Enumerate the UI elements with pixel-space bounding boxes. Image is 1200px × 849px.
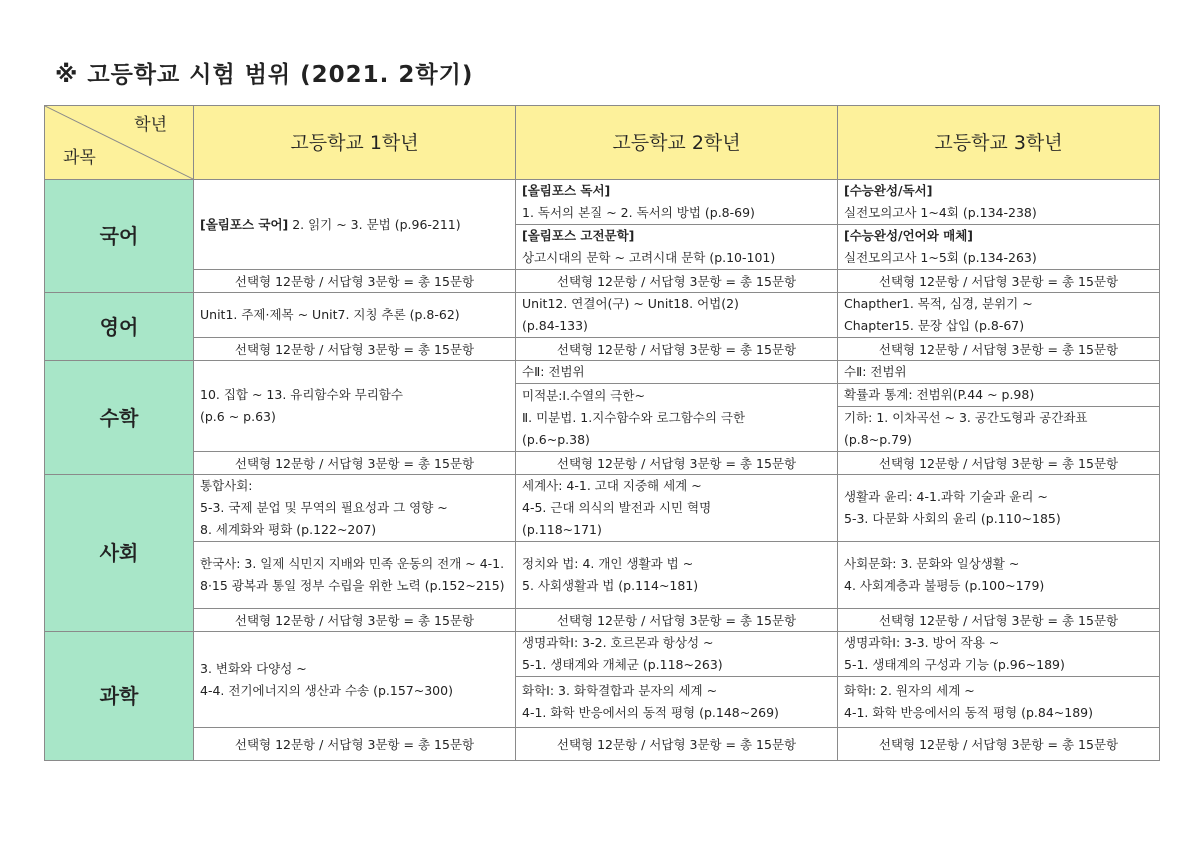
math-g3c-cell bbox=[838, 407, 1160, 452]
exam-range-table bbox=[44, 105, 1160, 761]
science-g2a-line1: 생명과학Ⅰ: 3-2. 호르몬과 항상성 ~ bbox=[522, 635, 714, 650]
corner-header-cell bbox=[45, 106, 194, 180]
english-g3-summary: 선택형 12문항 / 서답형 3문항 = 총 15문항 bbox=[838, 338, 1160, 361]
korean-summary-row bbox=[45, 270, 1160, 293]
korean-g2b-cell bbox=[516, 225, 838, 270]
social-row-1 bbox=[45, 475, 1160, 542]
social-g1a-cell bbox=[194, 475, 516, 542]
korean-row-1 bbox=[45, 180, 1160, 225]
math-g1-line2: (p.6 ~ p.63) bbox=[200, 409, 276, 424]
english-g1-summary: 선택형 12문항 / 서답형 3문항 = 총 15문항 bbox=[194, 338, 516, 361]
english-g2-line1: Unit12. 연결어(구) ~ Unit18. 어법(2) bbox=[522, 296, 739, 311]
subject-math: 수학 bbox=[45, 361, 194, 475]
math-g1-line1: 10. 집합 ~ 13. 유리함수와 무리함수 bbox=[200, 387, 403, 402]
math-g3-summary: 선택형 12문항 / 서답형 3문항 = 총 15문항 bbox=[838, 452, 1160, 475]
science-g3-summary: 선택형 12문항 / 서답형 3문항 = 총 15문항 bbox=[838, 728, 1160, 761]
science-g2a-cell bbox=[516, 632, 838, 677]
english-g3-line2: Chapter15. 문장 삽입 (p.8-67) bbox=[844, 318, 1025, 333]
korean-g3b-book: [수능완성/언어와 매체] bbox=[844, 228, 974, 243]
math-g2b-line1: 미적분:Ⅰ.수열의 극한~ bbox=[522, 387, 645, 403]
english-g1-cell: Unit1. 주제·제목 ~ Unit7. 지칭 추론 (p.8-62) bbox=[194, 293, 516, 338]
math-row-1 bbox=[45, 361, 1160, 384]
math-g3c-line2: (p.8~p.79) bbox=[844, 432, 912, 447]
math-g2b-line3: (p.6~p.38) bbox=[522, 431, 590, 447]
science-row-1 bbox=[45, 632, 1160, 677]
korean-g1-cell bbox=[194, 180, 516, 270]
social-g3a-line2: 5-3. 다문화 사회의 윤리 (p.110~185) bbox=[844, 511, 1061, 526]
science-g1-line1: 3. 변화와 다양성 ~ bbox=[200, 660, 307, 676]
math-g3b-cell: 확률과 통계: 전범위(P.44 ~ p.98) bbox=[838, 384, 1160, 407]
math-g3c-line1: 기하: 1. 이차곡선 ~ 3. 공간도형과 공간좌표 bbox=[844, 410, 1088, 425]
science-g2-summary: 선택형 12문항 / 서답형 3문항 = 총 15문항 bbox=[516, 728, 838, 761]
social-g2a-cell bbox=[516, 475, 838, 542]
social-g2-summary: 선택형 12문항 / 서답형 3문항 = 총 15문항 bbox=[516, 609, 838, 632]
social-g2b-line1: 정치와 법: 4. 개인 생활과 법 ~ bbox=[522, 556, 694, 571]
science-g3a-line2: 5-1. 생태계의 구성과 기능 (p.96~189) bbox=[844, 657, 1065, 672]
science-g2a-line2: 5-1. 생태계와 개체군 (p.118~263) bbox=[522, 657, 723, 672]
korean-g3a-range: 실전모의고사 1~4회 (p.134-238) bbox=[844, 205, 1037, 220]
english-summary-row bbox=[45, 338, 1160, 361]
social-g3b-line2: 4. 사회계층과 불평등 (p.100~179) bbox=[844, 578, 1045, 593]
korean-g3a-book: [수능완성/독서] bbox=[844, 183, 933, 198]
page-title: ※ 고등학교 시험 범위 (2021. 2학기) bbox=[55, 62, 474, 88]
social-g1a-line3: 8. 세계화와 평화 (p.122~207) bbox=[200, 522, 377, 537]
science-g2b-line1: 화학Ⅰ: 3. 화학결합과 분자의 세계 ~ bbox=[522, 683, 718, 698]
subject-english: 영어 bbox=[45, 293, 194, 361]
social-g2b-cell bbox=[516, 542, 838, 609]
korean-g3-summary: 선택형 12문항 / 서답형 3문항 = 총 15문항 bbox=[838, 270, 1160, 293]
social-g2a-line3: (p.118~171) bbox=[522, 522, 602, 537]
subject-korean: 국어 bbox=[45, 180, 194, 293]
korean-g2a-range: 1. 독서의 본질 ~ 2. 독서의 방법 (p.8-69) bbox=[522, 205, 755, 220]
science-g3b-line1: 화학Ⅰ: 2. 원자의 세계 ~ bbox=[844, 683, 975, 698]
social-g3b-line1: 사회문화: 3. 문화와 일상생활 ~ bbox=[844, 556, 1020, 571]
math-g1-cell bbox=[194, 361, 516, 452]
social-g2b-line2: 5. 사회생활과 법 (p.114~181) bbox=[522, 578, 699, 593]
math-g3a-cell: 수Ⅱ: 전범위 bbox=[838, 361, 1160, 384]
korean-g2b-range: 상고시대의 문학 ~ 고려시대 문학 (p.10-101) bbox=[522, 250, 776, 265]
social-g3b-cell bbox=[838, 542, 1160, 609]
english-g2-summary: 선택형 12문항 / 서답형 3문항 = 총 15문항 bbox=[516, 338, 838, 361]
grade3-header: 고등학교 3학년 bbox=[838, 106, 1160, 180]
science-g1-cell bbox=[194, 632, 516, 728]
korean-g2-summary: 선택형 12문항 / 서답형 3문항 = 총 15문항 bbox=[516, 270, 838, 293]
korean-g3b-cell bbox=[838, 225, 1160, 270]
english-g3-cell bbox=[838, 293, 1160, 338]
subject-science: 과학 bbox=[45, 632, 194, 761]
korean-g1-range: 2. 읽기 ~ 3. 문법 (p.96-211) bbox=[288, 216, 461, 232]
science-g1-line2: 4-4. 전기에너지의 생산과 수송 (p.157~300) bbox=[200, 682, 453, 698]
science-g1-summary: 선택형 12문항 / 서답형 3문항 = 총 15문항 bbox=[194, 728, 516, 761]
social-summary-row bbox=[45, 609, 1160, 632]
science-g3a-line1: 생명과학Ⅰ: 3-3. 방어 작용 ~ bbox=[844, 635, 1000, 650]
social-g2a-line1: 세계사: 4-1. 고대 지중해 세계 ~ bbox=[522, 478, 702, 493]
korean-g1-book: [올림포스 국어] bbox=[200, 216, 289, 232]
social-g3-summary: 선택형 12문항 / 서답형 3문항 = 총 15문항 bbox=[838, 609, 1160, 632]
math-g2a-cell: 수Ⅱ: 전범위 bbox=[516, 361, 838, 384]
math-g2b-cell bbox=[516, 384, 838, 452]
corner-grade-label: 학년 bbox=[134, 115, 167, 135]
social-g1a-line1: 통합사회: bbox=[200, 478, 253, 493]
korean-g2a-cell bbox=[516, 180, 838, 225]
math-g2b-line2: Ⅱ. 미분법. 1.지수함수와 로그함수의 극한 bbox=[522, 409, 746, 425]
social-g1a-line2: 5-3. 국제 분업 및 무역의 필요성과 그 영향 ~ bbox=[200, 500, 448, 515]
math-summary-row bbox=[45, 452, 1160, 475]
math-g2-summary: 선택형 12문항 / 서답형 3문항 = 총 15문항 bbox=[516, 452, 838, 475]
korean-g3a-cell bbox=[838, 180, 1160, 225]
social-g3a-line1: 생활과 윤리: 4-1.과학 기술과 윤리 ~ bbox=[844, 489, 1048, 504]
social-g1b-cell bbox=[194, 542, 516, 609]
english-row bbox=[45, 293, 1160, 338]
grade2-header: 고등학교 2학년 bbox=[516, 106, 838, 180]
korean-g2b-book: [올림포스 고전문학] bbox=[522, 228, 635, 243]
science-g2b-cell bbox=[516, 677, 838, 728]
header-row bbox=[45, 106, 1160, 180]
science-g3b-line2: 4-1. 화학 반응에서의 동적 평형 (p.84~189) bbox=[844, 705, 1093, 720]
korean-g2a-book: [올림포스 독서] bbox=[522, 183, 611, 198]
english-g3-line1: Chapther1. 목적, 심경, 분위기 ~ bbox=[844, 296, 1033, 311]
social-g1-summary: 선택형 12문항 / 서답형 3문항 = 총 15문항 bbox=[194, 609, 516, 632]
science-g2b-line2: 4-1. 화학 반응에서의 동적 평형 (p.148~269) bbox=[522, 705, 779, 720]
english-g2-cell bbox=[516, 293, 838, 338]
subject-social: 사회 bbox=[45, 475, 194, 632]
english-g2-line2: (p.84-133) bbox=[522, 318, 588, 333]
science-g3a-cell bbox=[838, 632, 1160, 677]
social-row-2 bbox=[45, 542, 1160, 609]
social-g1b-text: 한국사: 3. 일제 식민지 지배와 민족 운동의 전개 ~ 4-1. 8·15 광복과 통일 정부 수립을 위한 노력 (p.152~215) bbox=[200, 556, 505, 593]
science-summary-row bbox=[45, 728, 1160, 761]
science-g3b-cell bbox=[838, 677, 1160, 728]
korean-g1-summary: 선택형 12문항 / 서답형 3문항 = 총 15문항 bbox=[194, 270, 516, 293]
grade1-header: 고등학교 1학년 bbox=[194, 106, 516, 180]
social-g2a-line2: 4-5. 근대 의식의 발전과 시민 혁명 bbox=[522, 500, 712, 515]
math-g1-summary: 선택형 12문항 / 서답형 3문항 = 총 15문항 bbox=[194, 452, 516, 475]
social-g3a-cell bbox=[838, 475, 1160, 542]
corner-subject-label: 과목 bbox=[63, 148, 96, 168]
korean-g3b-range: 실전모의고사 1~5회 (p.134-263) bbox=[844, 250, 1037, 265]
